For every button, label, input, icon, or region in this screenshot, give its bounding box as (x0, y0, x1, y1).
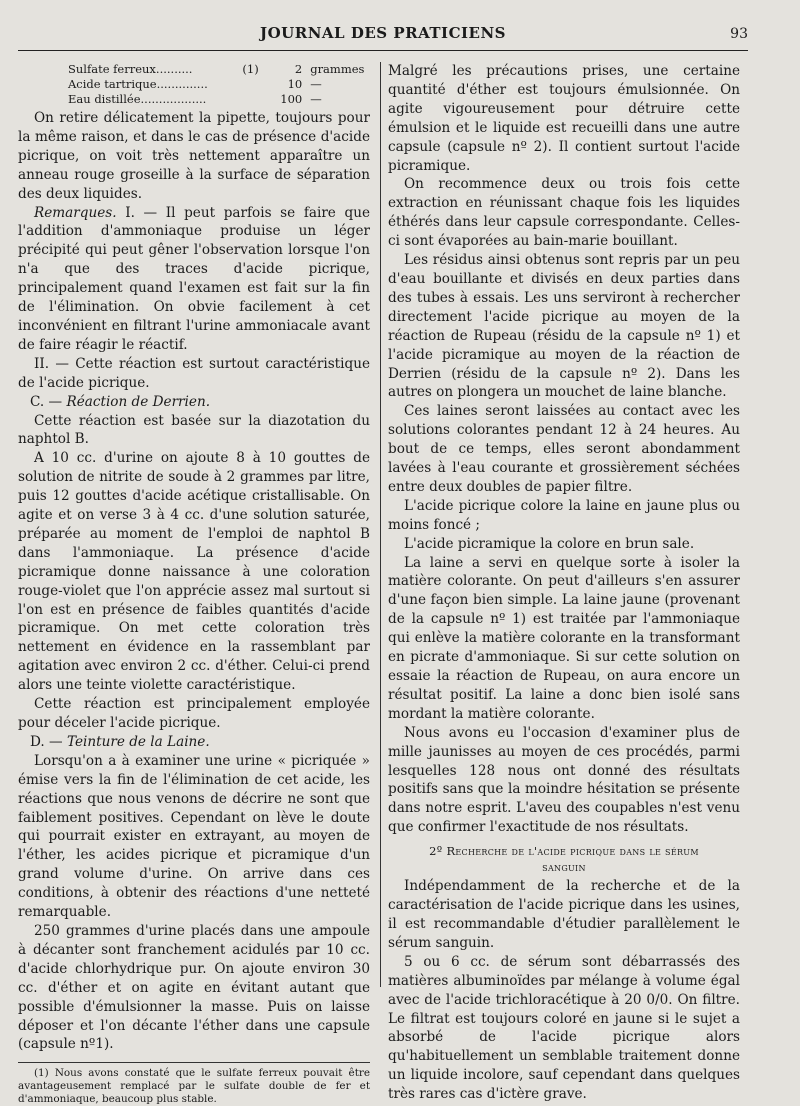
section-title: Teinture de la Laine. (66, 733, 210, 750)
recipe-name: Sulfate ferreux.......... (68, 62, 193, 76)
recipe-unit: — (310, 77, 322, 91)
footnote: (1) Nous avons constaté que le sulfate ferreux pouvait être avantageusement remplacé par le sulfate double de fer et d'ammoniaque, beaucoup plus stable. (18, 1067, 370, 1106)
paragraph: A 10 cc. d'urine on ajoute 8 à 10 gouttes de solution de nitrite de soude à 2 grammes par litre, puis 12 gouttes d'acide acétique cristallisable. On agite et on verse 3 à 4 cc. d'une solution saturée, préparée au moment de l'emploi de naphtol B dans l'ammoniaque. La présence d'acide picramique donne naissance à une coloration rouge-violet que l'on apprécie assez mal surtout si l'on est en présence de faibles quantités d'acide picramique. On met cette coloration très nettement en évidence en la rassemblant par agitation avec environ 2 cc. d'éther. Celui-ci prend alors une teinte violette caractéristique. (18, 450, 370, 694)
footnote-rule (18, 1062, 370, 1063)
recipe-row (68, 77, 370, 92)
remark-paragraph-2: II. — Cette réaction est surtout caractéristique de l'acide picrique. (18, 355, 370, 391)
section-heading-c (18, 393, 370, 412)
section-heading-2 (388, 843, 740, 875)
section-prefix: C. — (30, 393, 67, 410)
header-rule (18, 50, 748, 51)
recipe-name: Eau distillée.................. (68, 92, 207, 106)
paragraph: Nous avons eu l'occasion d'examiner plus de mille jaunisses au moyen de ces procédés, parmi lesquelles 128 nous ont donné des résultats positifs sans que la moindre hésitation se présente dans notre esprit. L'aveu des coupables n'est venu que confirmer l'exactitude de nos résultats. (388, 724, 740, 836)
recipe-unit: — (310, 92, 322, 106)
section-title: Réaction de Derrien. (66, 393, 211, 410)
recipe-unit: grammes (310, 62, 365, 76)
page-header (18, 22, 748, 48)
recipe-qty: 2 (294, 62, 303, 76)
journal-title: JOURNAL DES PRATICIENS (260, 24, 506, 42)
recipe-note (242, 92, 262, 107)
remark-text: I. — Il peut parfois se faire que l'addition d'ammoniaque produise un léger précipité qui peut gêner l'observation lorsque l'on n'a que des traces d'acide picrique, principalement quand l'examen est fait sur la fin de l'élimination. On obvie facilement à cet inconvénient en filtrant l'urine ammoniacale avant de faire réagir le réactif. (18, 204, 370, 353)
paragraph: L'acide picramique la colore en brun sale. (404, 535, 695, 552)
recipe-row (68, 62, 370, 77)
paragraph: La laine a servi en quelque sorte à isoler la matière colorante. On peut d'ailleurs s'en assurer d'une façon bien simple. La laine jaune (provenant de la capsule nº 1) est traitée par l'ammoniaque qui enlève la matière colorante en la transformant en picrate d'ammoniaque. Si sur cette solution on essaie la réaction de Rupeau, on aura encore un résultat positif. La laine a donc bien isolé sans mordant la matière colorante. (388, 554, 740, 722)
recipe-qty: 100 (280, 92, 303, 106)
paragraph: 250 grammes d'urine placés dans une ampoule à décanter sont franchement acidulés par 10 cc. d'acide chlorhydrique pur. On ajoute environ 30 cc. d'éther et on agite en évitant autant que possible d'émulsionner la masse. Puis on laisse déposer et l'on décante l'éther dans une capsule (capsule nº1). (18, 922, 370, 1053)
recipe-note: (1) (242, 62, 259, 76)
left-column (18, 62, 370, 1106)
paragraph: Malgré les précautions prises, une certaine quantité d'éther est toujours émulsionnée. On agite vigoureusement pour détruire cette émulsion et le liquide est recueilli dans une autre capsule (capsule nº 2). Il contient surtout l'acide picramique. (388, 63, 740, 174)
recipe-row (68, 92, 370, 107)
paragraph: On retire délicatement la pipette, toujours pour la même raison, et dans le cas de présence d'acide picrique, on voit très nettement apparaître un anneau rouge groseille à la surface de séparation des deux liquides. (18, 110, 370, 202)
paragraph: Cette réaction est basée sur la diazotation du naphtol B. (18, 412, 370, 448)
paragraph: L'acide picrique colore la laine en jaune plus ou moins foncé ; (388, 497, 740, 533)
paragraph: Ces laines seront laissées au contact avec les solutions colorantes pendant 12 à 24 heures. Au bout de ce temps, elles seront abondamment lavées à l'eau courante et grossièrement séchées entre deux doubles de papier filtre. (388, 403, 740, 495)
recipe-note (242, 77, 262, 92)
section-heading-d (18, 733, 370, 752)
recipe-table (68, 62, 370, 107)
page-number: 93 (730, 26, 748, 42)
paragraph: Les résidus ainsi obtenus sont repris par un peu d'eau bouillante et divisés en deux parties dans des tubes à essais. Les uns serviront à rechercher directement l'acide picrique au moyen de la réaction de Rupeau (résidu de la capsule nº 1) et l'acide picramique au moyen de la réaction de Derrien (résidu de la capsule nº 2). Dans les autres on plongera un mouchet de laine blanche. (388, 252, 740, 401)
section-heading-line: 2º Recherche de l'acide picrique dans le sérum (429, 844, 699, 859)
paragraph: Lorsqu'on a à examiner une urine « picriquée » émise vers la fin de l'élimination de cet acide, les réactions que nous venons de décrire ne sont que faiblement positives. Cependant on lève le doute qui pourrait exister en extrayant, au moyen de l'éther, les acides picrique et picramique d'un grand volume d'urine. On arrive dans ces conditions, à obtenir des réactions d'une netteté remarquable. (18, 752, 370, 921)
paragraph: 5 ou 6 cc. de sérum sont débarrassés des matières albuminoïdes par mélange à volume égal avec de l'acide trichloracétique à 20 0/0. On filtre. Le filtrat est toujours coloré en jaune si le sujet a absorbé de l'acide picrique alors qu'habituellement un semblable traitement donne un liquide incolore, sauf cependant dans quelques très rares cas d'ictère grave. (388, 953, 740, 1103)
column-divider (380, 62, 381, 987)
remark-paragraph (18, 204, 370, 355)
paragraph: Cette réaction est principalement employée pour déceler l'acide picrique. (18, 696, 370, 731)
remark-label: Remarques. (34, 204, 117, 221)
paragraph: Indépendamment de la recherche et de la caractérisation de l'acide picrique dans les usines, il est recommandable d'étudier parallèlement le sérum sanguin. (388, 878, 740, 951)
recipe-name: Acide tartrique.............. (68, 77, 208, 91)
right-column (388, 62, 740, 1104)
section-prefix: D. — (30, 733, 67, 750)
paragraph: On recommence deux ou trois fois cette extraction en réunissant chaque fois les liquides éthérés dans leur capsule correspondante. Celles-ci sont évaporées au bain-marie bouillant. (388, 176, 740, 250)
section-heading-line: sanguin (542, 860, 586, 875)
recipe-qty: 10 (287, 77, 303, 91)
